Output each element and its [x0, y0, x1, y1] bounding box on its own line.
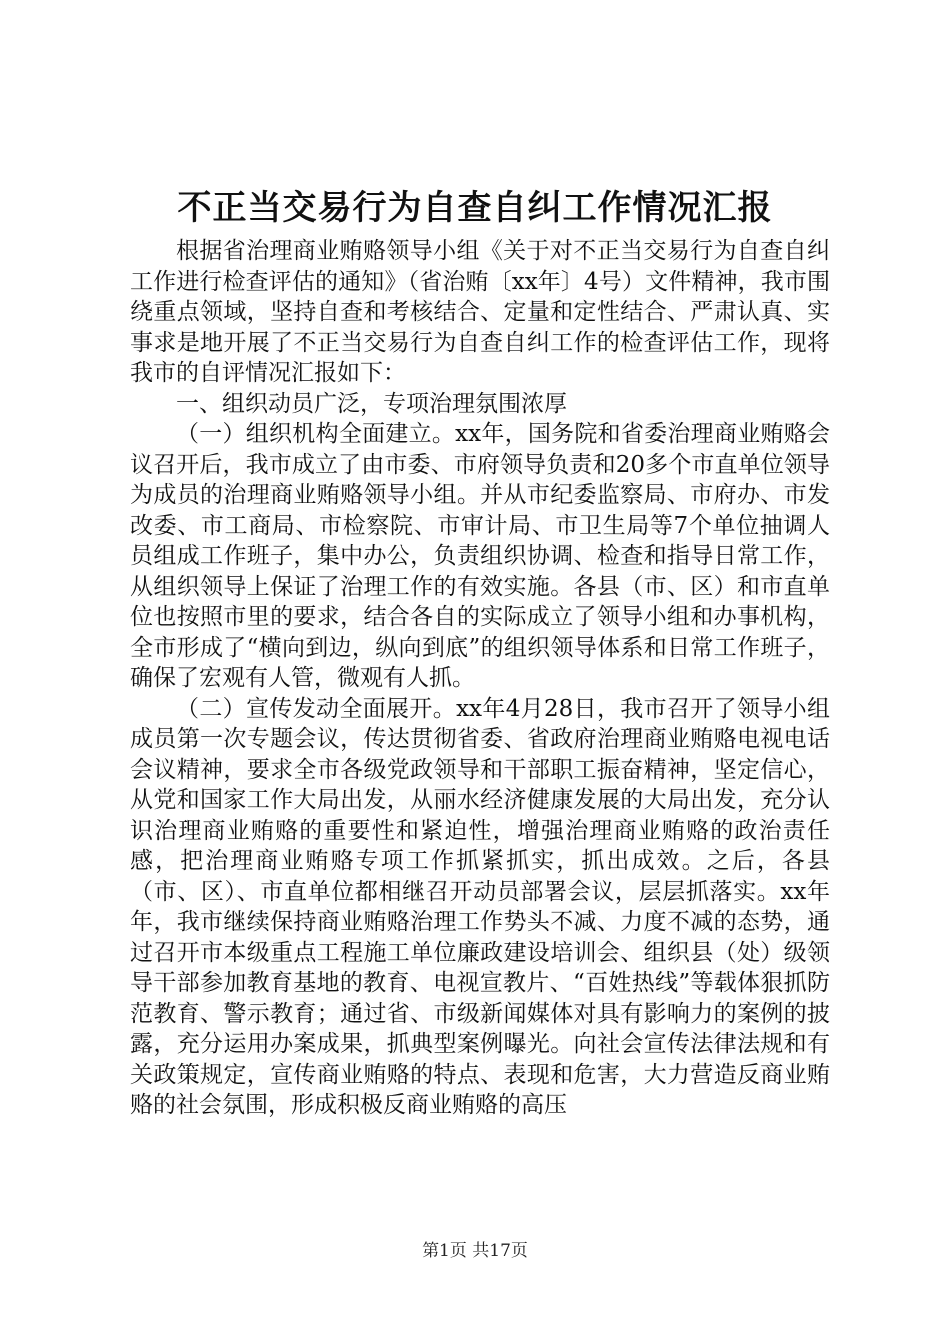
paragraph-publicity: （二）宣传发动全面展开。xx年4月28日，我市召开了领导小组成员第一次专题会议，传达贯彻省委、省政府治理商业贿赂电视电话会议精神，要求全市各级党政领导和干部职工振奋精神，坚定信心，从党和国家工作大局出发，从丽水经济健康发展的大局出发，充分认识治理商业贿赂的重要性和紧迫性，增强治理商业贿赂的政治责任感，把治理商业贿赂专项工作抓紧抓实，抓出成效。之后，各县（市、区）、市直单位都相继召开动员部署会议，层层抓落实。xx年年，我市继续保持商业贿赂治理工作势头不减、力度不减的态势，通过召开市本级重点工程施工单位廉政建设培训会、组织县（处）级领导干部参加教育基地的教育、电视宣教片、“百姓热线”等载体狠抓防范教育、警示教育；通过省、市级新闻媒体对具有影响力的案例的披露，充分运用办案成果，抓典型案例曝光。向社会宣传法律法规和有关政策规定，宣传商业贿赂的特点、表现和危害，大力营造反商业贿赂的社会氛围，形成积极反商业贿赂的高压	[130, 695, 830, 1118]
document-body	[130, 236, 830, 1121]
document-title: 不正当交易行为自查自纠工作情况汇报	[177, 188, 773, 228]
paragraph-intro: 根据省治理商业贿赂领导小组《关于对不正当交易行为自查自纠工作进行检查评估的通知》（省治贿〔xx年〕4号）文件精神，我市围绕重点领域，坚持自查和考核结合、定量和定性结合、严肃认真、实事求是地开展了不正当交易行为自查自纠工作的检查评估工作，现将我市的自评情况汇报如下：	[130, 238, 830, 386]
page-footer: 第1页 共17页	[422, 1241, 528, 1261]
section-heading-1: 一、组织动员广泛，专项治理氛围浓厚	[176, 390, 567, 417]
paragraph-organization: （一）组织机构全面建立。xx年，国务院和省委治理商业贿赂会议召开后，我市成立了由市委、市府领导负责和20多个市直单位领导为成员的治理商业贿赂领导小组。并从市纪委监察局、市府办、市发改委、市工商局、市检察院、市审计局、市卫生局等7个单位抽调人员组成工作班子，集中办公，负责组织协调、检查和指导日常工作，从组织领导上保证了治理工作的有效实施。各县（市、区）和市直单位也按照市里的要求，结合各自的实际成立了领导小组和办事机构，全市形成了“横向到边，纵向到底”的组织领导体系和日常工作班子，确保了宏观有人管，微观有人抓。	[130, 421, 830, 691]
